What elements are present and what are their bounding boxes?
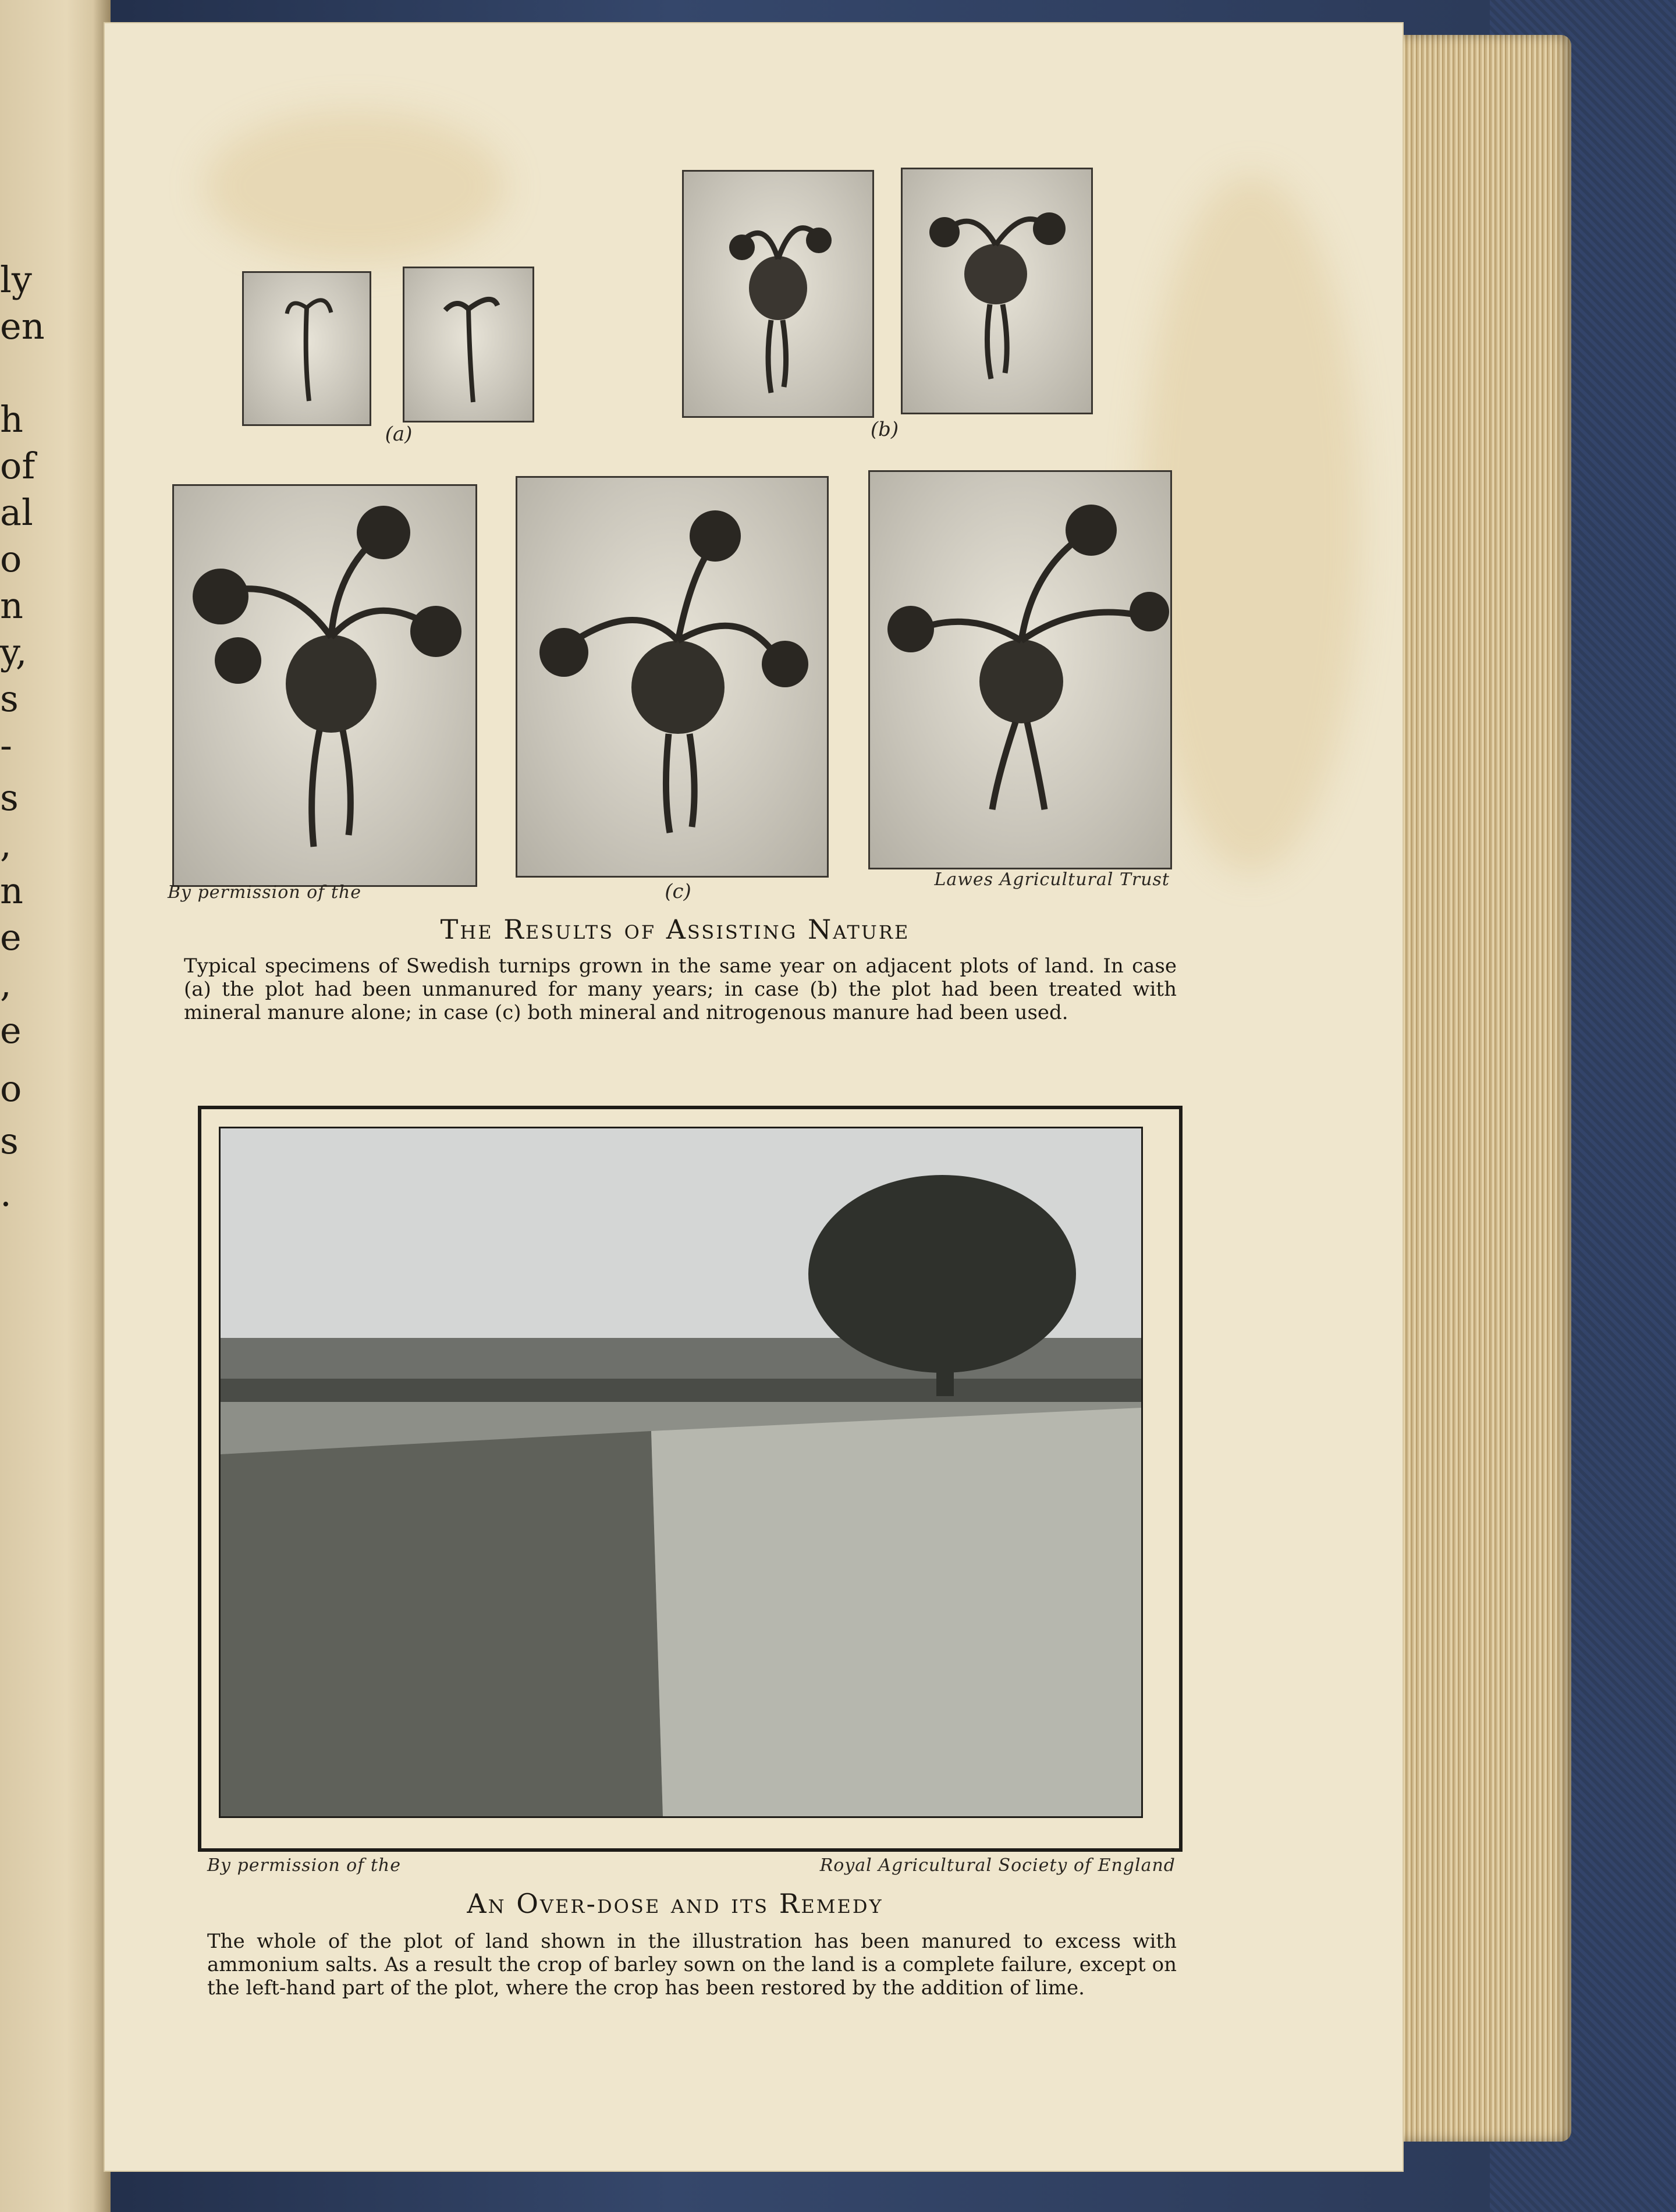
caption-title-bottom: An Over-dose and its Remedy <box>467 1888 883 1919</box>
previous-page-fragment: s <box>0 776 19 819</box>
previous-page-fragment: , <box>0 823 12 865</box>
label-a: (a) <box>385 422 413 446</box>
caption-body-top: Typical specimens of Swedish turnips grown in the same year on adjacent plots of land. In case (a) the plot had been unmanured for many years; in case (b) the plot had been treated with mineral manure alone; in case (c) both mineral and nitrogenous manure had been used. <box>184 954 1177 1024</box>
previous-page-fragment: e <box>0 916 22 958</box>
label-c: (c) <box>665 880 691 903</box>
previous-page-fragment: n <box>0 584 23 627</box>
caption-body-bottom: The whole of the plot of land shown in the illustration has been manured to excess with ammonium salts. As a result the crop of barley sown on the land is a complete failure, except on the left-hand part of the plot, where the crop has been restored by the addition of lime. <box>207 1930 1177 2000</box>
page-edges <box>1391 35 1571 2142</box>
previous-page-fragment: o <box>0 1067 22 1110</box>
previous-page-fragment: . <box>0 1172 12 1215</box>
turnip-photo-a1 <box>242 271 371 426</box>
field-photo-frame <box>198 1106 1183 1852</box>
credit-left-bottom: By permission of the <box>207 1855 402 1876</box>
previous-page-fragment: - <box>0 724 12 766</box>
previous-page-fragment: s <box>0 677 19 720</box>
caption-title-top: The Results of Assisting Nature <box>440 914 910 945</box>
field-photo <box>219 1127 1143 1818</box>
previous-page <box>0 0 111 2212</box>
turnip-photo-b1 <box>682 170 874 418</box>
label-b: (b) <box>870 418 899 441</box>
previous-page-fragment: n <box>0 869 23 912</box>
credit-right-bottom: Royal Agricultural Society of England <box>819 1855 1176 1876</box>
credit-right-top: Lawes Agricultural Trust <box>934 869 1170 890</box>
previous-page-fragment: e <box>0 1009 22 1052</box>
previous-page-fragment: s <box>0 1120 19 1162</box>
credit-left-top: By permission of the <box>168 882 362 903</box>
previous-page-fragment: o <box>0 538 22 580</box>
turnip-photo-c1 <box>172 484 477 887</box>
turnip-photo-a2 <box>403 267 534 422</box>
page-stain <box>1141 175 1362 873</box>
page-stain <box>204 111 506 262</box>
previous-page-fragment: en <box>0 305 45 347</box>
previous-page-fragment: of <box>0 445 35 487</box>
previous-page-fragment: h <box>0 398 23 441</box>
previous-page-fragment: y, <box>0 631 27 673</box>
previous-page-fragment: ly <box>0 258 32 301</box>
turnip-photo-b2 <box>901 168 1093 414</box>
turnip-photo-c2 <box>516 476 829 878</box>
previous-page-fragment: al <box>0 491 33 534</box>
previous-page-fragment: , <box>0 963 12 1005</box>
book-page <box>105 23 1402 2171</box>
turnip-photo-c3 <box>868 470 1172 869</box>
